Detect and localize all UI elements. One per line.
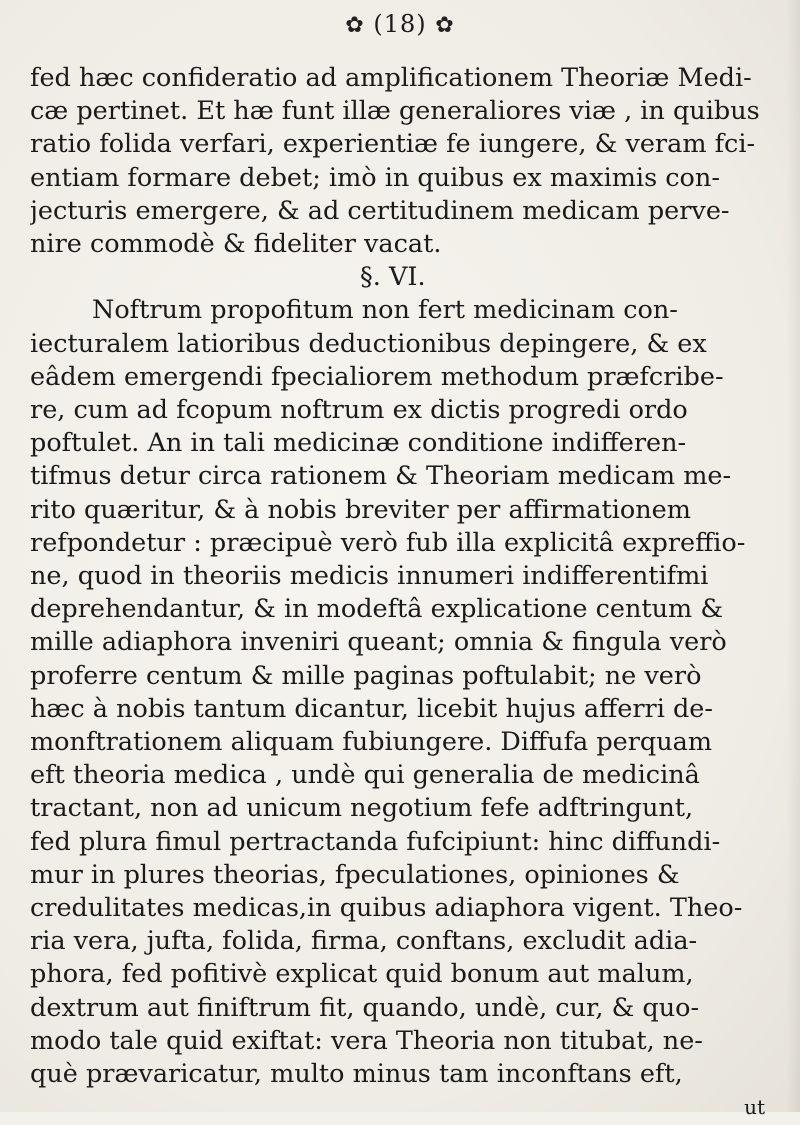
section-heading: §. VI.: [360, 262, 426, 293]
ornament-right-icon: ✿: [435, 13, 455, 38]
page-header: [0, 10, 800, 38]
text-line: phora, fed pofitivè explicat quid bonum aut malum,: [30, 959, 694, 990]
text-line: fed plura fimul pertractanda fufcipiunt: hinc diffundi-: [30, 826, 721, 857]
text-line: eâdem emergendi fpecialiorem methodum præfcribe-: [30, 361, 724, 392]
text-line: ria vera, jufta, folida, firma, conftans, excludit adia-: [30, 926, 698, 957]
text-line: què prævaricatur, multo minus tam inconftans eft,: [30, 1059, 683, 1090]
catchword: ut: [744, 1095, 765, 1120]
text-line: modo tale quid exiftat: vera Theoria non titubat, ne-: [30, 1025, 703, 1056]
text-line: Noftrum propofitum non fert medicinam con-: [92, 295, 678, 326]
text-line: rito quæritur, & à nobis breviter per affirmationem: [30, 494, 691, 525]
text-line: re, cum ad fcopum noftrum ex dictis progredi ordo: [30, 395, 688, 426]
text-line: entiam formare debet; imò in quibus ex maximis con-: [30, 162, 720, 193]
page-edge-shadow: [786, 0, 800, 1112]
text-line: refpondetur : præcipuè verò fub illa explicitâ expreffio-: [30, 527, 746, 558]
text-line: hæc à nobis tantum dicantur, licebit hujus afferri de-: [30, 693, 713, 724]
text-line: tractant, non ad unicum negotium fefe adftringunt,: [30, 793, 694, 824]
ornament-left-icon: ✿: [345, 13, 365, 38]
text-line: ratio folida verfari, experientiæ fe iungere, & veram fci-: [30, 129, 756, 160]
text-line: poftulet. An in tali medicinæ conditione indifferen-: [30, 428, 687, 459]
page-number: (18): [373, 10, 427, 38]
text-line: eft theoria medica , undè qui generalia de medicinâ: [30, 760, 700, 791]
text-line: dextrum aut finiftrum fit, quando, undè, cur, & quo-: [30, 992, 700, 1023]
text-line: mur in plures theorias, fpeculationes, opiniones &: [30, 859, 680, 890]
text-line: nire commodè & fideliter vacat.: [30, 229, 442, 260]
text-line: monftrationem aliquam fubiungere. Diffufa perquam: [30, 727, 713, 758]
text-line: jecturis emergere, & ad certitudinem medicam perve-: [30, 195, 730, 226]
text-line: mille adiaphora inveniri queant; omnia & fingula verò: [30, 627, 727, 658]
text-line: proferre centum & mille paginas poftulabit; ne verò: [30, 660, 702, 691]
text-line: credulitates medicas,in quibus adiaphora vigent. Theo-: [30, 893, 743, 924]
text-line: deprehendantur, & in modeftâ explicatione centum &: [30, 594, 724, 625]
text-line: ne, quod in theoriis medicis innumeri indifferentifmi: [30, 561, 709, 592]
text-line: iecturalem latioribus deductionibus depingere, & ex: [30, 328, 707, 359]
text-line: fed hæc confideratio ad amplificationem Theoriæ Medi-: [30, 63, 752, 93]
text-line: cæ pertinet. Et hæ funt illæ generaliores viæ , in quibus: [30, 96, 760, 127]
body-text: [30, 62, 775, 1125]
text-line: tifmus detur circa rationem & Theoriam medicam me-: [30, 461, 732, 492]
